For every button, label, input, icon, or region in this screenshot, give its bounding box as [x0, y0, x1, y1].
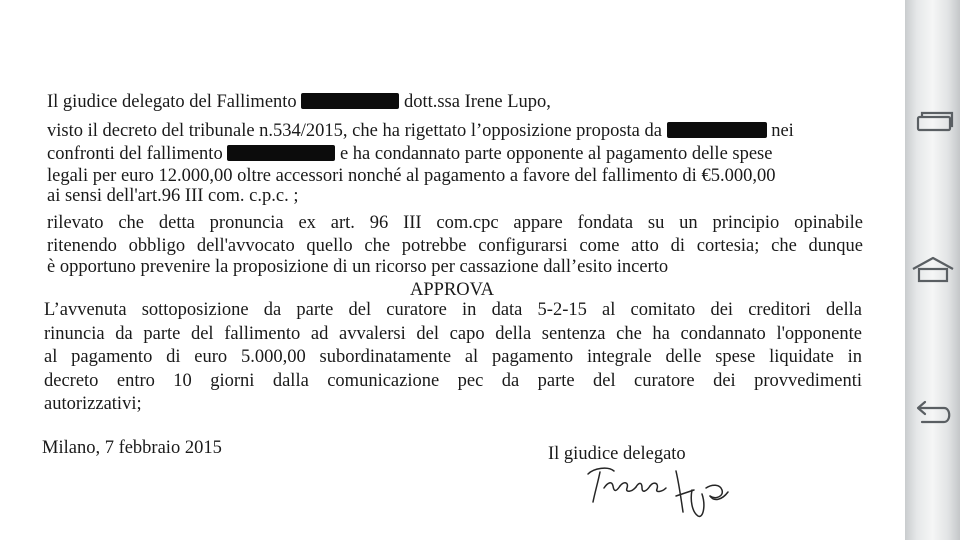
recent-apps-button[interactable]	[905, 100, 960, 144]
ritenendo-line: ritenendo obbligo dell'avvocato quello che potrebbe configurarsi come atto di cortesia; che dunque	[47, 236, 863, 256]
signature-title: Il giudice delegato	[548, 444, 686, 464]
redacted-name	[301, 93, 399, 109]
pagamento-line: al pagamento di euro 5.000,00 subordinatamente al pagamento integrale delle spese liquidate in	[44, 347, 862, 367]
ai-sensi-line: ai sensi dell'art.96 III com. c.p.c. ;	[47, 186, 299, 206]
android-nav-bar	[905, 0, 960, 540]
avvenuta-line: L’avvenuta sottoposizione da parte del curatore in data 5-2-15 al comitato dei creditori della	[44, 300, 862, 320]
home-icon	[910, 255, 956, 285]
legali-line: legali per euro 12.000,00 oltre accessori nonché al pagamento a favore del fallimento di €5.000,00	[47, 166, 776, 186]
approva-heading: APPROVA	[410, 280, 494, 300]
confronti-line: confronti del fallimento e ha condannato parte opponente al pagamento delle spese	[47, 144, 773, 164]
decreto-line: decreto entro 10 giorni dalla comunicazione pec da parte del curatore dei provvedimenti	[44, 371, 862, 391]
rinuncia-line: rinuncia da parte del fallimento ad avvalersi del capo della sentenza che ha condannato l'opponente	[44, 324, 862, 344]
back-arrow-icon	[910, 399, 956, 429]
rilevato-line: rilevato che detta pronuncia ex art. 96 III com.cpc appare fondata su un principio opinabile	[47, 213, 863, 233]
visto-line: visto il decreto del tribunale n.534/2015, che ha rigettato l’opposizione proposta da nei	[47, 121, 794, 141]
opportuno-line: è opportuno prevenire la proposizione di un ricorso per cassazione dall’esito incerto	[47, 257, 669, 277]
redacted-name	[227, 145, 335, 161]
place-date: Milano, 7 febbraio 2015	[42, 438, 222, 458]
back-button[interactable]	[905, 392, 960, 436]
handwritten-signature	[580, 462, 740, 524]
recent-apps-icon	[911, 110, 955, 134]
redacted-name	[667, 122, 767, 138]
home-button[interactable]	[905, 248, 960, 292]
autorizzativi-line: autorizzativi;	[44, 394, 142, 414]
intro-line: Il giudice delegato del Fallimento dott.ssa Irene Lupo,	[47, 92, 551, 112]
